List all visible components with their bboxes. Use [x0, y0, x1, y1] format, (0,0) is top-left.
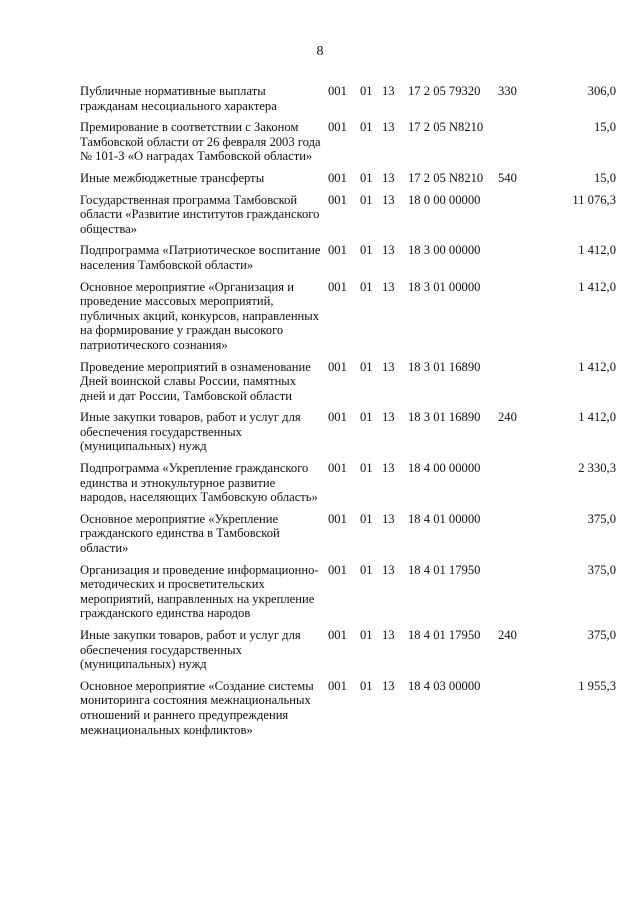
row-section-code: 01 [360, 243, 373, 258]
row-section-code: 01 [360, 192, 373, 207]
row-name: Подпрограмма «Патриотическое воспитание населения Тамбовской области» [80, 243, 321, 272]
row-target-code: 18 4 03 00000 [408, 678, 481, 693]
row-gov-code: 001 [328, 359, 347, 374]
row-target-code: 18 3 01 00000 [408, 279, 481, 294]
row-subsection-code: 13 [382, 461, 395, 476]
row-amount: 1 412,0 [578, 359, 616, 374]
row-name: Иные закупки товаров, работ и услуг для обеспечения государственных (муниципальных) нужд [80, 628, 301, 672]
row-amount: 15,0 [593, 120, 616, 135]
row-expense-type: 540 [498, 170, 517, 185]
table-row [80, 193, 616, 244]
budget-table [80, 84, 616, 744]
table-row [80, 512, 616, 563]
row-section-code: 01 [360, 678, 373, 693]
table-row [80, 120, 616, 171]
row-target-code: 17 2 05 79320 [408, 84, 481, 98]
row-gov-code: 001 [328, 410, 347, 425]
row-section-code: 01 [360, 628, 373, 642]
row-section-code: 01 [360, 84, 373, 98]
row-section-code: 01 [360, 359, 373, 374]
row-expense-type: 240 [498, 410, 517, 425]
row-expense-type: 330 [498, 84, 517, 98]
row-expense-type [498, 360, 536, 411]
row-gov-code: 001 [328, 461, 347, 476]
row-gov-code: 001 [328, 192, 347, 207]
row-name: Иные закупки товаров, работ и услуг для обеспечения государственных (муниципальных) нужд [80, 410, 301, 454]
row-subsection-code: 13 [382, 243, 395, 258]
row-amount: 1 412,0 [578, 243, 616, 258]
row-amount: 1 955,3 [578, 678, 616, 693]
row-target-code: 18 4 01 17950 [408, 562, 481, 577]
table-row [80, 628, 616, 679]
table-row [80, 243, 616, 279]
row-amount: 15,0 [593, 170, 616, 185]
row-section-code: 01 [360, 461, 373, 476]
row-amount: 1 412,0 [578, 410, 616, 425]
row-name: Основное мероприятие «Создание системы мониторинга состояния межнациональных отношений и раннего предупреждения межнациональных конфликтов» [80, 678, 314, 737]
row-gov-code: 001 [328, 628, 347, 642]
row-section-code: 01 [360, 410, 373, 425]
row-name: Организация и проведение информационно-методических и просветительских мероприятий, направленных на укрепление гражданского единства народов [80, 562, 319, 621]
row-subsection-code: 13 [382, 192, 395, 207]
row-name: Основное мероприятие «Организация и проведение массовых мероприятий, публичных акций, конкурсов, направленных на формирование у граждан высокого патриотического сознания» [80, 279, 320, 352]
row-gov-code: 001 [328, 678, 347, 693]
table-row [80, 171, 616, 193]
row-subsection-code: 13 [382, 410, 395, 425]
row-amount: 1 412,0 [578, 279, 616, 294]
row-expense-type [498, 461, 536, 512]
row-subsection-code: 13 [382, 628, 395, 642]
row-expense-type [498, 193, 536, 244]
row-subsection-code: 13 [382, 84, 395, 98]
table-row [80, 84, 616, 120]
row-expense-type [498, 512, 536, 563]
row-subsection-code: 13 [382, 678, 395, 693]
row-expense-type [498, 679, 536, 744]
row-name: Подпрограмма «Укрепление гражданского единства и этнокультурное развитие народов, населяющих Тамбовскую область» [80, 461, 318, 505]
row-subsection-code: 13 [382, 562, 395, 577]
row-subsection-code: 13 [382, 511, 395, 526]
row-section-code: 01 [360, 120, 373, 135]
row-amount: 375,0 [587, 511, 616, 526]
row-section-code: 01 [360, 170, 373, 185]
row-target-code: 18 4 01 00000 [408, 511, 481, 526]
row-amount: 375,0 [587, 562, 616, 577]
table-row [80, 280, 616, 360]
row-gov-code: 001 [328, 170, 347, 185]
row-expense-type [498, 243, 536, 279]
row-target-code: 17 2 05 N8210 [408, 120, 484, 135]
table-row [80, 410, 616, 461]
row-gov-code: 001 [328, 279, 347, 294]
row-subsection-code: 13 [382, 279, 395, 294]
row-target-code: 18 3 01 16890 [408, 359, 481, 374]
row-target-code: 18 3 00 00000 [408, 243, 481, 258]
row-gov-code: 001 [328, 243, 347, 258]
table-row [80, 461, 616, 512]
row-target-code: 18 3 01 16890 [408, 410, 481, 425]
row-amount: 375,0 [587, 628, 616, 642]
table-row [80, 360, 616, 411]
row-name: Основное мероприятие «Укрепление гражданского единства в Тамбовской области» [80, 511, 280, 556]
row-gov-code: 001 [328, 84, 347, 98]
row-subsection-code: 13 [382, 170, 395, 185]
row-expense-type [498, 563, 536, 628]
row-amount: 306,0 [587, 84, 616, 98]
row-section-code: 01 [360, 511, 373, 526]
row-target-code: 18 4 00 00000 [408, 461, 481, 476]
page-number: 8 [316, 44, 324, 59]
row-section-code: 01 [360, 562, 373, 577]
row-section-code: 01 [360, 279, 373, 294]
row-gov-code: 001 [328, 511, 347, 526]
row-name: Премирование в соответствии с Законом Тамбовской области от 26 февраля 2003 года № 101-З «О наградах Тамбовской области» [80, 120, 321, 164]
row-name: Публичные нормативные выплаты гражданам несоциального характера [80, 84, 277, 113]
row-gov-code: 001 [328, 562, 347, 577]
row-target-code: 18 0 00 00000 [408, 192, 481, 207]
row-subsection-code: 13 [382, 359, 395, 374]
row-name: Иные межбюджетные трансферты [80, 170, 265, 185]
row-target-code: 17 2 05 N8210 [408, 170, 484, 185]
row-gov-code: 001 [328, 120, 347, 135]
table-row [80, 563, 616, 628]
row-name: Проведение мероприятий в ознаменование Дней воинской славы России, памятных дней и дат России, Тамбовской области [80, 359, 311, 403]
row-name: Государственная программа Тамбовской области «Развитие институтов гражданского общества» [80, 192, 320, 236]
row-amount: 2 330,3 [578, 461, 616, 476]
row-expense-type [498, 120, 536, 171]
row-target-code: 18 4 01 17950 [408, 628, 481, 642]
table-row [80, 679, 616, 744]
row-subsection-code: 13 [382, 120, 395, 135]
budget-table-body [80, 84, 616, 744]
row-amount: 11 076,3 [572, 192, 616, 207]
row-expense-type [498, 280, 536, 360]
row-expense-type: 240 [498, 628, 517, 642]
